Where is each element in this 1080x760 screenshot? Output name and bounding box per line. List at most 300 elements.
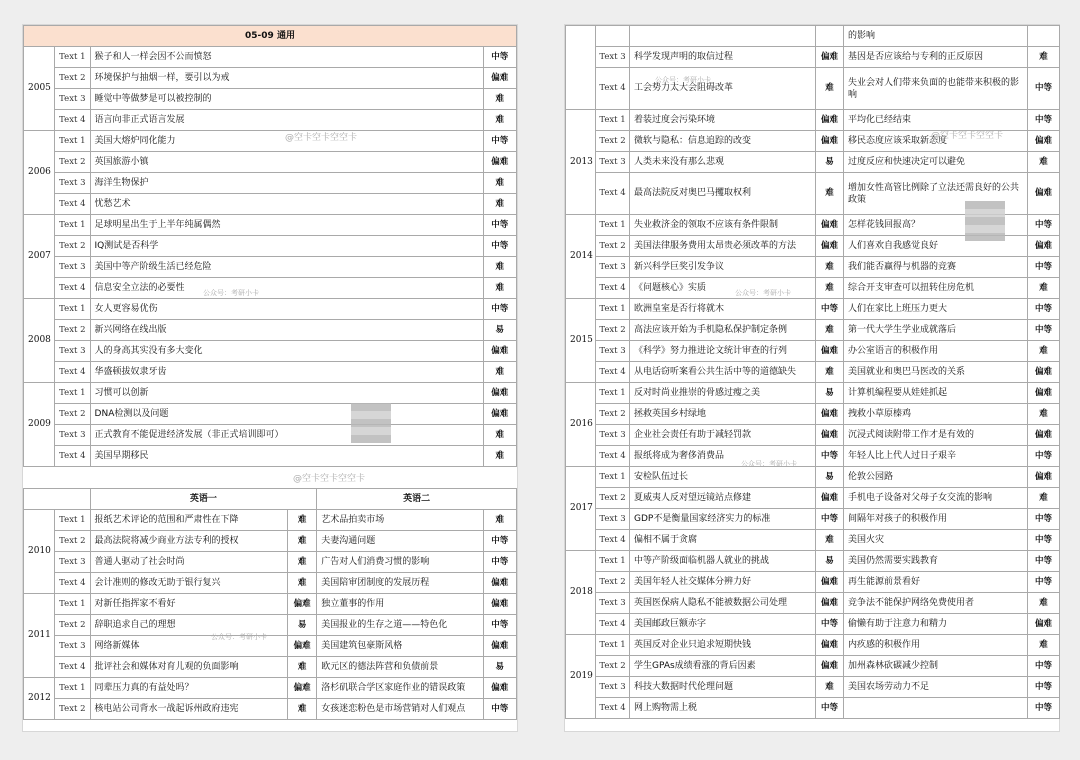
year-cell: 2016 bbox=[566, 383, 596, 467]
difficulty-badge: 中等 bbox=[483, 299, 516, 320]
table-row bbox=[24, 278, 517, 299]
english-one-difficulty: 偏难 bbox=[816, 341, 844, 362]
topic-cell: 环境保护与抽烟一样，要引以为戒 bbox=[90, 68, 483, 89]
text-number: Text 2 bbox=[55, 320, 90, 341]
english-one-difficulty: 偏难 bbox=[816, 131, 844, 152]
topic-cell: 美国早期移民 bbox=[90, 446, 483, 467]
table-row bbox=[24, 404, 517, 425]
english-one-difficulty: 偏难 bbox=[288, 594, 317, 615]
english-two-difficulty: 偏难 bbox=[1028, 131, 1060, 152]
english-two-topic: 再生能源前景看好 bbox=[844, 572, 1028, 593]
text-number: Text 1 bbox=[596, 383, 630, 404]
text-number: Text 2 bbox=[596, 572, 630, 593]
english-two-topic: 沉浸式阅读附带工作才是有效的 bbox=[844, 425, 1028, 446]
english-two-difficulty: 偏难 bbox=[483, 636, 516, 657]
topic-cell: 美国大熔炉同化能力 bbox=[90, 131, 483, 152]
english-one-topic: 批评社会和媒体对育儿观的负面影响 bbox=[90, 657, 288, 678]
english-one-topic: 安检队伍过长 bbox=[630, 467, 816, 488]
watermark: 公众号：考研小卡 bbox=[203, 289, 259, 297]
table-row bbox=[24, 320, 517, 341]
english-one-difficulty: 易 bbox=[816, 383, 844, 404]
table-row bbox=[24, 552, 517, 573]
english-two-difficulty bbox=[1028, 26, 1060, 47]
english-two-difficulty: 偏难 bbox=[1028, 467, 1060, 488]
english-one-topic: 辞职追求自己的理想 bbox=[90, 615, 288, 636]
watermark: 公众号：考研小卡 bbox=[655, 76, 711, 84]
english-one-difficulty: 偏难 bbox=[816, 47, 844, 68]
english-one-difficulty: 中等 bbox=[816, 698, 844, 719]
english-one-topic: 最高法院反对奥巴马攫取权利 bbox=[630, 173, 816, 215]
english-two-topic: 移民态度应该采取新态度 bbox=[844, 131, 1028, 152]
english-two-difficulty: 中等 bbox=[1028, 68, 1060, 110]
text-number: Text 4 bbox=[55, 278, 90, 299]
topic-cell: 英国旅游小镇 bbox=[90, 152, 483, 173]
english-one-header: 英语一 bbox=[90, 489, 317, 510]
table-row bbox=[24, 194, 517, 215]
english-two-topic: 失业会对人们带来负面的也能带来积极的影响 bbox=[844, 68, 1028, 110]
table-row bbox=[566, 635, 1060, 656]
difficulty-badge: 难 bbox=[483, 257, 516, 278]
english-one-topic: 欧洲皇室是否行将就木 bbox=[630, 299, 816, 320]
english-two-difficulty: 难 bbox=[1028, 341, 1060, 362]
english-one-difficulty: 易 bbox=[288, 615, 317, 636]
english-one-difficulty: 难 bbox=[288, 531, 317, 552]
table-row bbox=[566, 320, 1060, 341]
english-two-difficulty: 中等 bbox=[1028, 572, 1060, 593]
english-one-topic: 美国年轻人社交媒体分辨力好 bbox=[630, 572, 816, 593]
english-one-topic: 企业社会责任有助于减轻罚款 bbox=[630, 425, 816, 446]
english-two-difficulty: 难 bbox=[1028, 47, 1060, 68]
english-two-difficulty: 难 bbox=[1028, 593, 1060, 614]
english-two-difficulty: 中等 bbox=[1028, 257, 1060, 278]
english-one-topic: 科技大数据时代伦理问题 bbox=[630, 677, 816, 698]
english-one-topic bbox=[630, 26, 816, 47]
table-row bbox=[24, 594, 517, 615]
text-number: Text 4 bbox=[55, 573, 90, 594]
difficulty-badge: 偏难 bbox=[483, 341, 516, 362]
topic-cell: 猴子和人一样会因不公而愤怒 bbox=[90, 47, 483, 68]
english-one-difficulty: 中等 bbox=[816, 509, 844, 530]
year-cell: 2013 bbox=[566, 110, 596, 215]
table-row bbox=[566, 152, 1060, 173]
english-two-topic: 过度反应和快速决定可以避免 bbox=[844, 152, 1028, 173]
english-one-topic: 报纸将成为奢侈消费品 bbox=[630, 446, 816, 467]
english-two-difficulty: 中等 bbox=[1028, 320, 1060, 341]
table-row bbox=[24, 257, 517, 278]
difficulty-badge: 偏难 bbox=[483, 68, 516, 89]
text-number: Text 2 bbox=[596, 656, 630, 677]
english-one-topic: 英国反对企业只追求短期快钱 bbox=[630, 635, 816, 656]
text-number: Text 4 bbox=[55, 362, 90, 383]
text-number: Text 1 bbox=[596, 551, 630, 572]
topic-cell: 新兴网络在线出版 bbox=[90, 320, 483, 341]
table-row bbox=[24, 615, 517, 636]
difficulty-badge: 难 bbox=[483, 194, 516, 215]
english-one-topic: 失业救济金的领取不应该有条件限制 bbox=[630, 215, 816, 236]
text-number: Text 1 bbox=[55, 383, 90, 404]
english-two-header: 英语二 bbox=[317, 489, 517, 510]
english-two-difficulty: 偏难 bbox=[1028, 236, 1060, 257]
year-cell: 2012 bbox=[24, 678, 55, 720]
difficulty-badge: 易 bbox=[483, 320, 516, 341]
english-one-difficulty: 易 bbox=[816, 551, 844, 572]
difficulty-badge: 偏难 bbox=[483, 152, 516, 173]
text-number: Text 2 bbox=[596, 131, 630, 152]
difficulty-badge: 难 bbox=[483, 173, 516, 194]
text-number: Text 2 bbox=[596, 320, 630, 341]
english-one-topic: 工会势力太大会阻碍改革 bbox=[630, 68, 816, 110]
english-one-topic: 人类未来没有那么悲观 bbox=[630, 152, 816, 173]
watermark: 公众号：考研小卡 bbox=[735, 289, 791, 297]
table-row bbox=[566, 509, 1060, 530]
year-cell: 2008 bbox=[24, 299, 55, 383]
text-number: Text 4 bbox=[596, 362, 630, 383]
table-row bbox=[566, 656, 1060, 677]
table-row bbox=[566, 362, 1060, 383]
text-number: Text 4 bbox=[55, 110, 90, 131]
english-two-difficulty: 偏难 bbox=[1028, 614, 1060, 635]
table-row bbox=[566, 299, 1060, 320]
english-one-difficulty: 难 bbox=[288, 657, 317, 678]
english-two-topic: 女孩迷恋粉色是市场营销对人们观点 bbox=[317, 699, 483, 720]
english-one-difficulty: 中等 bbox=[816, 614, 844, 635]
english-one-difficulty: 偏难 bbox=[816, 656, 844, 677]
text-number: Text 4 bbox=[55, 446, 90, 467]
table-row bbox=[24, 699, 517, 720]
topic-cell: 信息安全立法的必要性 bbox=[90, 278, 483, 299]
difficulty-badge: 中等 bbox=[483, 131, 516, 152]
difficulty-badge: 中等 bbox=[483, 47, 516, 68]
text-number: Text 3 bbox=[596, 47, 630, 68]
text-number: Text 3 bbox=[55, 636, 90, 657]
english-two-topic: 办公室语言的积极作用 bbox=[844, 341, 1028, 362]
english-one-difficulty: 难 bbox=[816, 530, 844, 551]
blurred-qr-code bbox=[965, 201, 1005, 241]
difficulty-badge: 中等 bbox=[483, 215, 516, 236]
section-title: 05-09 通用 bbox=[24, 26, 517, 47]
english-one-difficulty bbox=[816, 26, 844, 47]
table-row bbox=[24, 173, 517, 194]
difficulty-badge: 难 bbox=[483, 446, 516, 467]
watermark: @空卡空卡空空卡 bbox=[931, 131, 1004, 141]
table-row bbox=[24, 636, 517, 657]
text-number: Text 3 bbox=[596, 152, 630, 173]
table-row bbox=[24, 678, 517, 699]
text-number: Text 1 bbox=[55, 594, 90, 615]
english-two-difficulty: 难 bbox=[1028, 152, 1060, 173]
table-row bbox=[566, 257, 1060, 278]
year-cell: 2006 bbox=[24, 131, 55, 215]
text-number: Text 4 bbox=[596, 614, 630, 635]
english-one-difficulty: 偏难 bbox=[816, 572, 844, 593]
text-number: Text 2 bbox=[596, 488, 630, 509]
year-cell: 2018 bbox=[566, 551, 596, 635]
english-one-difficulty: 偏难 bbox=[816, 488, 844, 509]
english-two-difficulty: 偏难 bbox=[483, 678, 516, 699]
left-table bbox=[23, 25, 517, 720]
topic-cell: 睡觉中等做梦是可以被控制的 bbox=[90, 89, 483, 110]
english-two-topic: 手机电子设备对父母子女交流的影响 bbox=[844, 488, 1028, 509]
blurred-qr-code bbox=[351, 403, 391, 443]
table-row bbox=[566, 593, 1060, 614]
text-number: Text 4 bbox=[55, 194, 90, 215]
english-two-topic: 怎样花钱回报高？ bbox=[844, 215, 1028, 236]
text-number: Text 2 bbox=[55, 68, 90, 89]
text-number: Text 2 bbox=[55, 152, 90, 173]
difficulty-badge: 难 bbox=[483, 425, 516, 446]
text-number: Text 2 bbox=[596, 236, 630, 257]
english-one-difficulty: 难 bbox=[288, 699, 317, 720]
table-row bbox=[24, 110, 517, 131]
table-row bbox=[24, 573, 517, 594]
english-one-difficulty: 偏难 bbox=[816, 236, 844, 257]
english-two-difficulty: 中等 bbox=[1028, 215, 1060, 236]
english-one-difficulty: 难 bbox=[816, 257, 844, 278]
table-row bbox=[566, 278, 1060, 299]
english-one-difficulty: 难 bbox=[816, 362, 844, 383]
text-number: Text 3 bbox=[55, 425, 90, 446]
year-cell: 2019 bbox=[566, 635, 596, 719]
english-two-topic: 美国仍然需要实践教育 bbox=[844, 551, 1028, 572]
english-one-topic: 微软与隐私：信息追踪的改变 bbox=[630, 131, 816, 152]
english-two-difficulty: 偏难 bbox=[1028, 383, 1060, 404]
english-one-topic: 《问题核心》实质 bbox=[630, 278, 816, 299]
text-number: Text 4 bbox=[596, 530, 630, 551]
text-number: Text 4 bbox=[596, 68, 630, 110]
topic-cell: DNA检测以及问题 bbox=[90, 404, 483, 425]
english-one-topic: 反对时尚业推崇的骨感过瘦之美 bbox=[630, 383, 816, 404]
table-row bbox=[24, 531, 517, 552]
year-cell: 2015 bbox=[566, 299, 596, 383]
year-cell: 2007 bbox=[24, 215, 55, 299]
topic-cell: 忧愁艺术 bbox=[90, 194, 483, 215]
text-number: Text 1 bbox=[55, 131, 90, 152]
english-one-topic: 网络新媒体 bbox=[90, 636, 288, 657]
english-two-topic: 欧元区的德法阵营和负债前景 bbox=[317, 657, 483, 678]
english-two-topic: 夫妻沟通问题 bbox=[317, 531, 483, 552]
difficulty-badge: 中等 bbox=[483, 236, 516, 257]
table-row bbox=[566, 572, 1060, 593]
english-two-difficulty: 难 bbox=[1028, 488, 1060, 509]
english-two-topic: 独立董事的作用 bbox=[317, 594, 483, 615]
english-two-difficulty: 难 bbox=[1028, 404, 1060, 425]
table-row bbox=[566, 110, 1060, 131]
english-one-topic: 美国法律服务费用太昂贵必须改革的方法 bbox=[630, 236, 816, 257]
spacer-row bbox=[24, 467, 517, 489]
english-two-difficulty: 中等 bbox=[1028, 530, 1060, 551]
text-number: Text 1 bbox=[55, 299, 90, 320]
english-two-topic: 计算机编程要从娃娃抓起 bbox=[844, 383, 1028, 404]
english-two-topic: 第一代大学生学业成就落后 bbox=[844, 320, 1028, 341]
table-row bbox=[566, 26, 1060, 47]
english-one-topic: 对新任指挥家不看好 bbox=[90, 594, 288, 615]
text-number: Text 3 bbox=[55, 89, 90, 110]
difficulty-badge: 难 bbox=[483, 110, 516, 131]
english-one-topic: 中等产阶级面临机器人就业的挑战 bbox=[630, 551, 816, 572]
english-two-difficulty: 中等 bbox=[483, 531, 516, 552]
english-one-difficulty: 易 bbox=[816, 467, 844, 488]
watermark: @空卡空卡空空卡 bbox=[285, 133, 358, 143]
english-one-topic: 从电话窃听案看公共生活中等的道德缺失 bbox=[630, 362, 816, 383]
table-row bbox=[566, 383, 1060, 404]
right-page bbox=[564, 24, 1060, 732]
english-one-topic: 报纸艺术评论的范围和严肃性在下降 bbox=[90, 510, 288, 531]
english-two-difficulty: 中等 bbox=[1028, 677, 1060, 698]
topic-cell: 女人更容易优伤 bbox=[90, 299, 483, 320]
english-two-difficulty: 偏难 bbox=[483, 594, 516, 615]
english-two-topic: 美国建筑包豪斯风格 bbox=[317, 636, 483, 657]
english-one-difficulty: 易 bbox=[816, 152, 844, 173]
english-one-topic: 新兴科学巨奖引发争议 bbox=[630, 257, 816, 278]
year-cell: 2017 bbox=[566, 467, 596, 551]
english-two-difficulty: 中等 bbox=[1028, 656, 1060, 677]
text-number: Text 3 bbox=[596, 341, 630, 362]
english-two-topic: 的影响 bbox=[844, 26, 1028, 47]
difficulty-badge: 难 bbox=[483, 278, 516, 299]
topic-cell: 足球明星出生于上半年纯属偶然 bbox=[90, 215, 483, 236]
table-row bbox=[566, 614, 1060, 635]
year-cell: 2014 bbox=[566, 215, 596, 299]
english-two-difficulty: 中等 bbox=[483, 552, 516, 573]
difficulty-badge: 偏难 bbox=[483, 404, 516, 425]
text-number: Text 3 bbox=[596, 593, 630, 614]
english-two-topic: 基因是否应该给与专利的正反原因 bbox=[844, 47, 1028, 68]
english-one-topic: 会计准则的修改无助于银行复兴 bbox=[90, 573, 288, 594]
table-row bbox=[24, 362, 517, 383]
watermark: 公众号：考研小卡 bbox=[211, 633, 267, 641]
english-two-topic: 美国陪审团制度的发展历程 bbox=[317, 573, 483, 594]
english-two-difficulty: 中等 bbox=[1028, 299, 1060, 320]
english-one-difficulty: 难 bbox=[288, 573, 317, 594]
english-two-topic: 美国报业的生存之道——特色化 bbox=[317, 615, 483, 636]
english-one-topic: 科学发现声明的取信过程 bbox=[630, 47, 816, 68]
english-one-topic: 美国邮政巨额赤字 bbox=[630, 614, 816, 635]
text-number: Text 1 bbox=[55, 47, 90, 68]
text-number: Text 1 bbox=[596, 635, 630, 656]
table-row bbox=[24, 299, 517, 320]
english-two-difficulty: 中等 bbox=[1028, 446, 1060, 467]
english-one-difficulty: 偏难 bbox=[816, 215, 844, 236]
year-cell: 2011 bbox=[24, 594, 55, 678]
table-row bbox=[566, 47, 1060, 68]
english-two-topic: 竞争法不能保护网络免费使用者 bbox=[844, 593, 1028, 614]
table-row bbox=[24, 657, 517, 678]
english-one-topic: 网上购物需上税 bbox=[630, 698, 816, 719]
table-row bbox=[566, 404, 1060, 425]
english-one-topic: 同辈压力真的有益处吗？ bbox=[90, 678, 288, 699]
text-number: Text 1 bbox=[55, 678, 90, 699]
topic-cell: 语言向非正式语言发展 bbox=[90, 110, 483, 131]
english-one-topic: 最高法院将减少商业方法专利的授权 bbox=[90, 531, 288, 552]
table-row bbox=[566, 425, 1060, 446]
english-two-topic: 间隔年对孩子的积极作用 bbox=[844, 509, 1028, 530]
english-two-difficulty: 中等 bbox=[1028, 509, 1060, 530]
table-row bbox=[566, 467, 1060, 488]
english-two-difficulty: 偏难 bbox=[1028, 425, 1060, 446]
text-number: Text 1 bbox=[596, 467, 630, 488]
english-one-topic: 夏威夷人反对望远镜站点修建 bbox=[630, 488, 816, 509]
english-two-difficulty: 偏难 bbox=[1028, 173, 1060, 215]
english-one-difficulty: 偏难 bbox=[816, 425, 844, 446]
english-one-topic: 《科学》努力推进论文统计审查的行列 bbox=[630, 341, 816, 362]
text-number: Text 4 bbox=[596, 446, 630, 467]
english-one-difficulty: 难 bbox=[288, 552, 317, 573]
topic-cell: 人的身高其实没有多大变化 bbox=[90, 341, 483, 362]
english-two-topic: 艺术品拍卖市场 bbox=[317, 510, 483, 531]
english-one-topic: 普通人驱动了社会时尚 bbox=[90, 552, 288, 573]
english-one-topic: 拯救英国乡村绿地 bbox=[630, 404, 816, 425]
english-two-topic: 内疚感的积极作用 bbox=[844, 635, 1028, 656]
english-two-topic: 美国农场劳动力不足 bbox=[844, 677, 1028, 698]
text-number: Text 1 bbox=[55, 215, 90, 236]
english-one-difficulty: 偏难 bbox=[816, 404, 844, 425]
text-number: Text 3 bbox=[596, 257, 630, 278]
text-number bbox=[596, 26, 630, 47]
text-number: Text 1 bbox=[55, 510, 90, 531]
difficulty-badge: 难 bbox=[483, 362, 516, 383]
text-number: Text 4 bbox=[596, 173, 630, 215]
year-cell: 2009 bbox=[24, 383, 55, 467]
text-number: Text 4 bbox=[596, 698, 630, 719]
text-number: Text 3 bbox=[55, 341, 90, 362]
english-one-difficulty: 偏难 bbox=[816, 635, 844, 656]
english-one-topic: 学生GPAs成绩看涨的背后因素 bbox=[630, 656, 816, 677]
year-cell bbox=[566, 26, 596, 110]
table-row bbox=[24, 236, 517, 257]
table-row bbox=[566, 131, 1060, 152]
english-one-difficulty: 难 bbox=[816, 173, 844, 215]
english-two-topic: 广告对人们消费习惯的影响 bbox=[317, 552, 483, 573]
english-two-topic: 加州森林砍碳减少控制 bbox=[844, 656, 1028, 677]
english-one-difficulty: 难 bbox=[816, 677, 844, 698]
english-one-difficulty: 中等 bbox=[816, 299, 844, 320]
table-row bbox=[24, 131, 517, 152]
english-two-topic: 美国火灾 bbox=[844, 530, 1028, 551]
text-number: Text 3 bbox=[55, 257, 90, 278]
text-number: Text 2 bbox=[55, 615, 90, 636]
table-row bbox=[24, 383, 517, 404]
english-two-topic: 洛杉矶联合学区家庭作业的错误政策 bbox=[317, 678, 483, 699]
text-number: Text 2 bbox=[55, 404, 90, 425]
topic-cell: 正式教育不能促进经济发展（非正式培训即可） bbox=[90, 425, 483, 446]
english-two-topic bbox=[844, 698, 1028, 719]
table-row bbox=[24, 215, 517, 236]
table-row bbox=[566, 530, 1060, 551]
table-row bbox=[24, 425, 517, 446]
english-one-difficulty: 偏难 bbox=[288, 636, 317, 657]
text-number: Text 3 bbox=[55, 173, 90, 194]
table-row bbox=[24, 47, 517, 68]
table-row bbox=[566, 488, 1060, 509]
english-one-difficulty: 难 bbox=[816, 278, 844, 299]
text-number: Text 2 bbox=[596, 404, 630, 425]
table-row bbox=[24, 446, 517, 467]
table-row bbox=[24, 341, 517, 362]
english-two-topic: 美国就业和奥巴马医改的关系 bbox=[844, 362, 1028, 383]
text-number: Text 3 bbox=[596, 677, 630, 698]
english-two-topic: 年轻人比上代人过日子艰辛 bbox=[844, 446, 1028, 467]
difficulty-badge: 难 bbox=[483, 89, 516, 110]
topic-cell: 华盛顿拔奴隶牙齿 bbox=[90, 362, 483, 383]
table-row bbox=[24, 89, 517, 110]
topic-cell: 海洋生物保护 bbox=[90, 173, 483, 194]
english-two-difficulty: 易 bbox=[483, 657, 516, 678]
text-number: Text 1 bbox=[596, 299, 630, 320]
english-two-difficulty: 难 bbox=[1028, 635, 1060, 656]
table-row bbox=[24, 68, 517, 89]
table-row bbox=[566, 677, 1060, 698]
watermark: @空卡空卡空空卡 bbox=[293, 474, 366, 484]
